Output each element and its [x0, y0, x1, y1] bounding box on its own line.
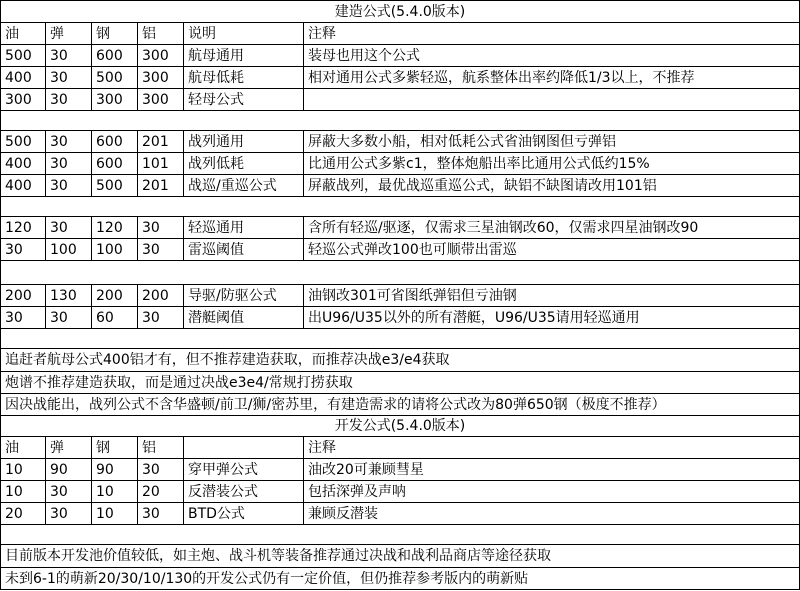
- table-row: [0, 131, 800, 153]
- table-row: [0, 459, 800, 481]
- header-ammo: 弹: [46, 437, 92, 458]
- spacer-cell: [0, 525, 800, 544]
- table-row: [0, 153, 800, 175]
- cell-steel: 10: [92, 481, 138, 502]
- header-ammo: 弹: [46, 23, 92, 44]
- cell-bauxite: 300: [138, 67, 184, 88]
- cell-steel: 10: [92, 503, 138, 524]
- cell-description: 潜艇阈值: [184, 307, 304, 328]
- dev-note: 未到6-1的萌新20/30/10/130的开发公式仍有一定价值，但仍推荐参考版内的萌新贴: [0, 568, 800, 589]
- cell-oil: 400: [0, 175, 46, 196]
- cell-oil: 200: [0, 285, 46, 306]
- cell-notes: 屏蔽战列，最优战巡重巡公式，缺铝不缺图请改用101铝: [304, 175, 800, 196]
- spacer-row: [0, 261, 800, 285]
- cell-steel: 60: [92, 307, 138, 328]
- cell-bauxite: 101: [138, 153, 184, 174]
- dev-title: 开发公式(5.4.0版本): [0, 416, 800, 436]
- cell-bauxite: 20: [138, 481, 184, 502]
- build-title: 建造公式(5.4.0版本): [0, 1, 800, 22]
- spacer-cell: [0, 111, 800, 130]
- cell-description: 雷巡阈值: [184, 239, 304, 260]
- cell-steel: 600: [92, 153, 138, 174]
- cell-oil: 20: [0, 503, 46, 524]
- cell-bauxite: 30: [138, 307, 184, 328]
- table-row: [0, 175, 800, 197]
- cell-oil: 10: [0, 481, 46, 502]
- header-steel: 钢: [92, 23, 138, 44]
- cell-oil: 300: [0, 89, 46, 110]
- cell-description: 战巡/重巡公式: [184, 175, 304, 196]
- build-header-row: [0, 23, 800, 45]
- spacer-row: [0, 525, 800, 545]
- cell-description: BTD公式: [184, 503, 304, 524]
- cell-oil: 500: [0, 45, 46, 66]
- cell-oil: 500: [0, 131, 46, 152]
- header-notes: 注释: [304, 23, 800, 44]
- cell-bauxite: 300: [138, 89, 184, 110]
- cell-notes: 轻巡公式弹改100也可顺带出雷巡: [304, 239, 800, 260]
- cell-notes: 出U96/U35以外的所有潜艇，U96/U35请用轻巡通用: [304, 307, 800, 328]
- build-note-row: [0, 394, 800, 416]
- cell-description: 导驱/防驱公式: [184, 285, 304, 306]
- cell-steel: 600: [92, 45, 138, 66]
- cell-oil: 30: [0, 239, 46, 260]
- cell-steel: 200: [92, 285, 138, 306]
- cell-ammo: 30: [46, 481, 92, 502]
- cell-ammo: 100: [46, 239, 92, 260]
- cell-notes: 比通用公式多紫c1，整体炮船出率比通用公式低约15%: [304, 153, 800, 174]
- cell-ammo: 30: [46, 131, 92, 152]
- cell-notes: 油钢改301可省图纸弹铝但亏油钢: [304, 285, 800, 306]
- cell-notes: 含所有轻巡/驱逐，仅需求三星油钢改60，仅需求四星油钢改90: [304, 217, 800, 238]
- cell-bauxite: 201: [138, 131, 184, 152]
- build-note: 因决战能出，战列公式不含华盛顿/前卫/狮/密苏里，有建造需求的请将公式改为80弹650钢（极度不推荐）: [0, 394, 800, 415]
- cell-ammo: 30: [46, 175, 92, 196]
- cell-oil: 120: [0, 217, 46, 238]
- cell-bauxite: 30: [138, 217, 184, 238]
- cell-ammo: 30: [46, 217, 92, 238]
- cell-oil: 30: [0, 307, 46, 328]
- table-row: [0, 285, 800, 307]
- table-row: [0, 481, 800, 503]
- dev-note: 目前版本开发池价值较低，如主炮、战斗机等装备推荐通过决战和战利品商店等途径获取: [0, 545, 800, 567]
- cell-ammo: 90: [46, 459, 92, 480]
- cell-steel: 600: [92, 131, 138, 152]
- build-note-row: [0, 372, 800, 394]
- cell-description: 轻巡通用: [184, 217, 304, 238]
- header-description: 说明: [184, 23, 304, 44]
- cell-oil: 10: [0, 459, 46, 480]
- build-note-row: [0, 349, 800, 372]
- dev-note-row: [0, 568, 800, 590]
- cell-steel: 90: [92, 459, 138, 480]
- spacer-row: [0, 197, 800, 217]
- spacer-cell: [0, 197, 800, 216]
- cell-notes: 屏蔽大多数小船，相对低耗公式省油钢图但亏弹铝: [304, 131, 800, 152]
- cell-bauxite: 30: [138, 459, 184, 480]
- cell-ammo: 30: [46, 67, 92, 88]
- cell-oil: 400: [0, 67, 46, 88]
- table-row: [0, 307, 800, 329]
- table-row: [0, 67, 800, 89]
- cell-bauxite: 300: [138, 45, 184, 66]
- header-oil: 油: [0, 437, 46, 458]
- spacer-cell: [0, 261, 800, 284]
- cell-notes: 兼顾反潜装: [304, 503, 800, 524]
- cell-oil: 400: [0, 153, 46, 174]
- dev-title-row: [0, 416, 800, 437]
- header-bauxite: 铝: [138, 23, 184, 44]
- cell-ammo: 30: [46, 153, 92, 174]
- cell-notes: [304, 89, 800, 110]
- cell-ammo: 30: [46, 45, 92, 66]
- cell-ammo: 30: [46, 89, 92, 110]
- header-bauxite: 铝: [138, 437, 184, 458]
- cell-steel: 100: [92, 239, 138, 260]
- cell-notes: 相对通用公式多紫轻巡，航系整体出率约降低1/3以上，不推荐: [304, 67, 800, 88]
- header-description: [184, 437, 304, 458]
- cell-ammo: 130: [46, 285, 92, 306]
- cell-notes: 油改20可兼顾彗星: [304, 459, 800, 480]
- cell-description: 战列通用: [184, 131, 304, 152]
- cell-description: 反潜装公式: [184, 481, 304, 502]
- cell-description: 航母通用: [184, 45, 304, 66]
- cell-notes: 包括深弹及声呐: [304, 481, 800, 502]
- dev-note-row: [0, 545, 800, 568]
- cell-ammo: 30: [46, 307, 92, 328]
- cell-description: 航母低耗: [184, 67, 304, 88]
- cell-bauxite: 30: [138, 503, 184, 524]
- spacer-cell: [0, 329, 800, 348]
- cell-description: 穿甲弹公式: [184, 459, 304, 480]
- cell-steel: 300: [92, 89, 138, 110]
- table-row: [0, 45, 800, 67]
- spacer-row: [0, 329, 800, 349]
- cell-ammo: 30: [46, 503, 92, 524]
- cell-steel: 500: [92, 67, 138, 88]
- build-note: 追赶者航母公式400铝才有，但不推荐建造获取，而推荐决战e3/e4获取: [0, 349, 800, 371]
- cell-bauxite: 30: [138, 239, 184, 260]
- header-notes: 注释: [304, 437, 800, 458]
- table-row: [0, 89, 800, 111]
- cell-steel: 120: [92, 217, 138, 238]
- build-note: 炮谱不推荐建造获取，而是通过决战e3e4/常规打捞获取: [0, 372, 800, 393]
- header-steel: 钢: [92, 437, 138, 458]
- header-oil: 油: [0, 23, 46, 44]
- spacer-row: [0, 111, 800, 131]
- cell-notes: 装母也用这个公式: [304, 45, 800, 66]
- cell-bauxite: 201: [138, 175, 184, 196]
- table-row: [0, 239, 800, 261]
- cell-description: 轻母公式: [184, 89, 304, 110]
- dev-header-row: [0, 437, 800, 459]
- build-title-row: [0, 0, 800, 23]
- cell-bauxite: 200: [138, 285, 184, 306]
- cell-steel: 500: [92, 175, 138, 196]
- cell-description: 战列低耗: [184, 153, 304, 174]
- table-row: [0, 217, 800, 239]
- table-row: [0, 503, 800, 525]
